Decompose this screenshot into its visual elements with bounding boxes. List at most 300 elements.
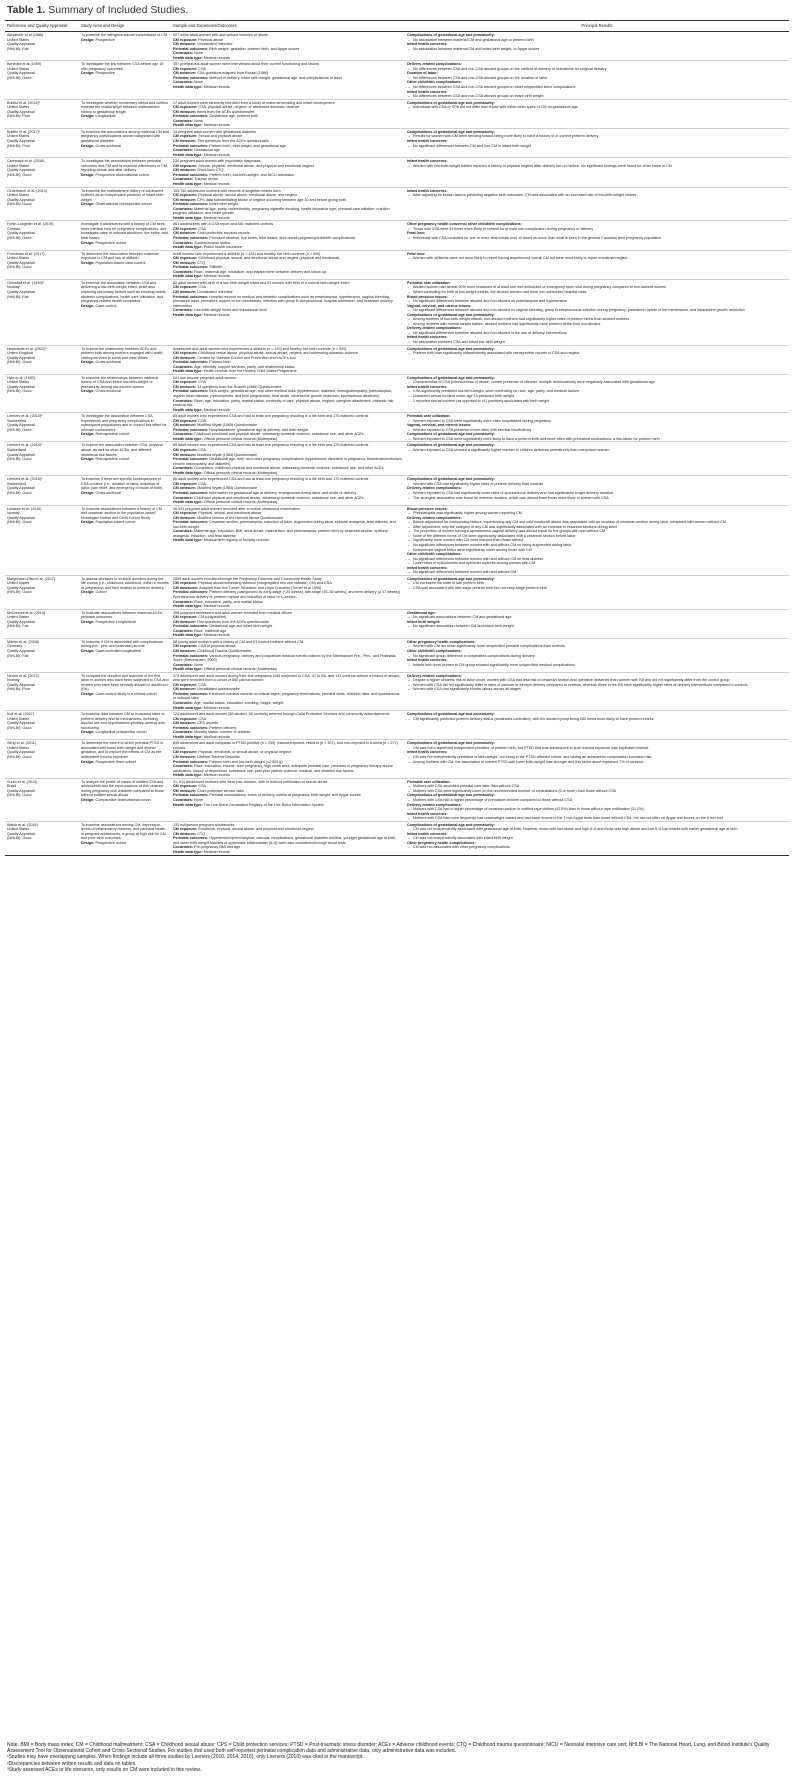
field-label: Health data type: [173, 436, 204, 441]
field-label: CM exposure: [173, 615, 199, 620]
sample-description: 839 adolescent and adult nulliparas in PTSD-positive (n = 255), trauma-exposed, resilient (n = 307), and non-exposed to trauma (n = 277) cohorts [173, 741, 398, 750]
study-aim: To evaluate associations between maternal ACEs, perinatal outcomes [81, 610, 163, 620]
reference-line: Germany [7, 644, 23, 649]
result-heading: Infant health concerns: [407, 565, 448, 570]
result-heading: Complications of gestational age and prematurity: [407, 741, 495, 746]
field-label: Health data type: [173, 604, 204, 609]
field-label: Perinatal outcomes: [173, 389, 210, 394]
field-label: Health data type: [173, 470, 204, 475]
design-label: Design: [81, 172, 96, 177]
result-item: – No differences between CSA and non-CSA abused groups on the duration of labor [407, 76, 787, 81]
results-cell [405, 442, 789, 476]
results-cell [405, 575, 789, 609]
results-cell [405, 778, 789, 821]
result-item: – Lower rates of episiotomies and sphincter ruptures among women with CM [407, 561, 787, 566]
study-aim: To investigate the association between CSA experiences and pregnancy complications in subsequent pregnancies and to control this effect for relevant confounders [81, 414, 167, 432]
sample-cell [171, 99, 405, 128]
reference-line: Walsh et al. (2016) [7, 822, 38, 827]
field-value: None [194, 118, 203, 123]
study-aim: To examine links between CM to increased rates of preterm delivery and its mechanisms, including alcohol use and hypothalamic-pituitary-adrenal axis functioning [81, 712, 165, 730]
field-value: CSA [198, 418, 207, 423]
study-aim: To determine the extent to which prenatal PTSD is associated with lower birth-weight and shorter gestation, and to explore the effects of CM as the antecedent trauma exposure [81, 741, 163, 760]
design-value: Longitudinal [95, 114, 116, 119]
study-design [81, 457, 169, 462]
sample-field [173, 803, 403, 808]
reference-line: United States [7, 163, 30, 168]
study-design [81, 173, 169, 178]
field-value: Race, maternal age, education, and elapsed time between delivery and follow-up [194, 269, 327, 274]
design-label: Design: [81, 260, 96, 265]
result-heading: Complications of gestational age and prematurity: [407, 822, 495, 827]
field-value: CSA [198, 784, 207, 789]
field-label: CM exposure: [173, 511, 199, 516]
design-value: Case-control study in a clinical cohort [95, 691, 157, 696]
result-item: – CM was not associated with other pregnancy complications [407, 845, 787, 850]
design-value: Prospective Longitudinal [95, 619, 136, 624]
reference-cell [5, 61, 79, 99]
field-label: Perinatal outcomes: [173, 172, 210, 177]
study-aim: To assess stressors in multiple domains during the life course (i.e., childhood, adulthood, within 6 months of pregnancy) and their relation to preterm delivery [81, 576, 169, 590]
field-label: Covariates: [173, 51, 195, 56]
table-row [5, 476, 789, 505]
design-label: Design: [81, 457, 96, 462]
study-design [81, 491, 169, 496]
design-value: Retrospective cohort [95, 457, 130, 462]
field-label: Perinatal outcomes: [173, 490, 210, 495]
field-label: CM measure: [173, 355, 198, 360]
field-label: CM measure: [173, 42, 198, 47]
reference-cell [5, 778, 79, 821]
field-value: Sexual, physical, emotional abuse, and physical and emotional neglect [198, 163, 314, 168]
sample-cell [171, 61, 405, 99]
field-label: Health data type: [173, 734, 204, 739]
result-item: – No significant differences between women with and without CM [407, 570, 787, 575]
design-value: Prospective [95, 71, 115, 76]
field-label: Health data type: [173, 538, 204, 543]
aims-cell [79, 609, 171, 638]
field-label: CM exposure: [173, 581, 199, 586]
field-label: CM measure: [173, 619, 198, 624]
field-value: Birth weight, gestation, preterm birth, and Apgar scores [209, 46, 300, 51]
results-cell [405, 374, 789, 412]
sample-cell [171, 711, 405, 740]
field-value: Medical records [203, 633, 230, 638]
result-item: – Characteristics of CSA (intrusiveness of abuse, current presence of offender, multiple victimizations) were negatively associated with gestational age [407, 380, 787, 385]
sample-field [173, 216, 403, 221]
field-label: CM measure: [173, 687, 198, 692]
field-label: CM exposure: [173, 750, 199, 755]
result-item: – When controlling for birth of low-weight infants, the abused women had more non-scheduled hospital visits [407, 290, 787, 295]
field-value: The Live Births Declaration Registry of the Live Births Information System [203, 802, 324, 807]
result-item: – Those with CSA were 53 times more likely to consult for at least one complication during pregnancy or delivery [407, 227, 787, 232]
result-item: – Women exposed to CSA presented more often with cervical insufficiency [407, 428, 787, 433]
sample-cell [171, 374, 405, 412]
aims-cell [79, 32, 171, 61]
sample-description: 398 pregnant adolescent and adult women recruited from medical offices [173, 610, 292, 615]
reference-line: (NHLBI): Good [7, 427, 32, 432]
reference-line: United States [7, 581, 30, 586]
sample-description: 34 pregnant adult women with gestational diabetes [173, 129, 257, 134]
reference-line: Quality Appraisal [7, 71, 35, 76]
reference-cell [5, 413, 79, 442]
reference-line: Möhler et al. (2008) [7, 639, 39, 644]
design-label: Design: [81, 590, 96, 595]
result-item: – After adjusting for known factors predicting negative birth outcomes, CM was associated with an increased risk of low-birth-weight infants [407, 193, 787, 198]
field-label: CM measure: [173, 721, 198, 726]
sample-description: 153,762 adolescent mothers with records of singleton infants born [173, 188, 281, 193]
result-item: – Women with low-birth-weight babies reported a history of physical neglect after delivery but not before. No significant findings were found for other forms of CM [407, 164, 787, 169]
study-design [81, 261, 169, 266]
result-item: – No differences between CSA and non-CSA abused groups on the method of delivery or indications for surgical delivery [407, 67, 787, 72]
field-value: CSA [198, 716, 207, 721]
study-aim: To examine if there are specific consequences of CSA on labor (i.e., duration of labor, induction of labor, pain relief, and emergency of mode of birth) [81, 477, 163, 491]
design-label: Design: [81, 840, 96, 845]
sample-cell [171, 442, 405, 476]
study-aim: To investigate whether momentary stress and cortisol mediate the relationships between maltreatment history to gestational length [81, 100, 168, 114]
result-heading: Complications of gestational age and prematurity: [407, 793, 495, 798]
design-value: Prospective three-cohort [95, 759, 136, 764]
field-label: CM measure: [173, 649, 198, 653]
design-label: Design: [81, 797, 96, 802]
field-label: Health data type: [173, 152, 204, 157]
sample-field [173, 538, 403, 543]
result-heading: Infant health concerns: [407, 831, 448, 836]
field-value: None [194, 797, 203, 802]
result-heading: Blood pressure issues: [407, 506, 448, 511]
table-row [5, 279, 789, 345]
field-value: Official personal clinical records (Mutterpass) [203, 667, 278, 672]
aims-cell [79, 413, 171, 442]
field-label: Health data type: [173, 849, 204, 854]
design-value: Prospective observational cohort [95, 172, 150, 177]
aims-cell [79, 821, 171, 855]
reference-cell [5, 638, 79, 672]
field-value: Electronic medical records on miscarriages, pregnancy terminations, prenatal visits, obstetric risks, and spontaneous or induced labor [173, 691, 400, 701]
field-label: Covariates: [173, 797, 195, 802]
field-value: Race, education, parity, and marital status [194, 599, 263, 604]
result-heading: Fetal loss: [407, 251, 426, 256]
field-value: Adapted from the Turner, Wheaton, and Lloyd Checklist (Turner et al 1995) [199, 585, 322, 590]
sample-cell [171, 413, 405, 442]
result-item: – Among mothers with normal-weight babies, abused mothers had significantly more preterm births than non-abused [407, 322, 787, 327]
field-label: Perinatal outcomes: [173, 143, 210, 148]
result-item: – Women with CSA had significantly shorter labors across all stages [407, 687, 787, 692]
reference-line: Quality Appraisal [7, 721, 35, 726]
field-label: CM exposure: [173, 105, 199, 110]
reference-line: Quality Appraisal [7, 423, 35, 428]
field-label: Health data type: [173, 245, 204, 250]
sample-field [173, 295, 403, 309]
reference-line: (NHLBI): Good [7, 235, 32, 240]
field-label: Covariates: [173, 701, 195, 706]
field-label: Health data type: [173, 85, 204, 90]
field-label: Covariates: [173, 177, 195, 182]
design-label: Design: [81, 240, 96, 245]
field-value: Childhood emotional and physical abuse, witnessing domestic violence, substance use, and other ACEs [194, 432, 364, 437]
reference-line: Switzerland [7, 481, 27, 486]
field-label: CM exposure: [173, 784, 199, 789]
result-heading: Gestational age: [407, 610, 436, 615]
reference-line: United States [7, 66, 30, 71]
reference-line: (NHLBI): Good [7, 590, 32, 595]
results-cell [405, 505, 789, 575]
result-item: – Preeclampsia was significantly higher among women reporting CM [407, 511, 787, 516]
sample-field [173, 706, 403, 711]
field-value: CPS data substantiating abuse or neglect occurring between age 10 and before giving birth [197, 197, 347, 202]
result-item: – Mothers with CSA accessed prenatal care later than without CSA [407, 784, 787, 789]
sample-description: 241 low-income pregnant adult women [173, 375, 237, 380]
study-design [81, 360, 169, 365]
field-value: CSA [198, 682, 207, 687]
design-label: Design: [81, 759, 96, 764]
field-label: Perinatal outcomes: [173, 427, 210, 432]
field-label: CM exposure: [173, 418, 199, 423]
reference-line: Quality Appraisal [7, 42, 35, 47]
reference-line: Quality Appraisal [7, 355, 35, 360]
field-label: CM exposure: [173, 37, 199, 42]
sample-description: 124 adolescent and adult women (68 abused, 56 controls) referred through Child Protective Services and community advertisements [173, 712, 390, 717]
study-design [81, 798, 169, 803]
field-label: Covariates: [173, 845, 195, 850]
field-value: Medical records [203, 274, 230, 279]
results-cell [405, 61, 789, 99]
study-design [81, 432, 169, 437]
result-heading: Infant health concerns: [407, 811, 448, 816]
result-heading: Complications of gestational age and prematurity: [407, 712, 495, 717]
field-value: CSA [198, 66, 207, 71]
field-label: CM exposure: [173, 193, 199, 198]
field-label: Health data type: [173, 773, 204, 778]
reference-line: Quality Appraisal [7, 260, 35, 265]
field-value: Hospitalizations, gestational age at delivery, and birth weight [209, 427, 308, 432]
result-heading: Perinatal care utilization: [407, 280, 451, 285]
result-item: – Significantly more women with CM were induced than those without [407, 538, 787, 543]
reference-line: Bublitz et al. (2016)¹ [7, 100, 40, 105]
field-value: Pre-pregnancy BMI and age [194, 845, 241, 850]
table-title: Table 1. Summary of Included Studies. [7, 4, 189, 16]
field-label: CM exposure: [173, 716, 199, 721]
reference-line: McDonnell et al. (2016) [7, 610, 46, 615]
table-row [5, 250, 789, 279]
reference-line: (NHLBI): Good [7, 836, 32, 841]
field-label: CM exposure: [173, 380, 199, 385]
sample-field [173, 764, 403, 773]
result-item: – CSA significantly predicted low-birth-weight, when controlling for race, age, parity, and medical factors [407, 389, 787, 394]
sample-field [173, 182, 403, 187]
field-label: Health data type: [173, 633, 204, 638]
field-label: Covariates: [173, 662, 195, 667]
reference-line: (NHLBI): Good [7, 202, 32, 207]
field-label: Covariates: [173, 269, 195, 274]
result-heading: Complications of gestational age and prematurity: [407, 346, 495, 351]
field-value: Modified Wyatt (1985) Questionnaire [197, 452, 258, 457]
result-item: – Women with CM did show significantly more unspecified prenatal complications than controls [407, 644, 787, 649]
field-value: Trauma denial [194, 177, 218, 182]
reference-cell [5, 505, 79, 575]
field-label: CM measure: [173, 289, 198, 294]
result-item: – Women exposed to CSA showed a significantly higher number of children delivered prematurely than unexposed women [407, 448, 787, 453]
reference-line: (NHLBI): Poor [7, 687, 31, 692]
result-item: – CM was not a significant independent predictor of preterm birth, but PTSD that was subsequent to such trauma exposure was implicated instead [407, 746, 787, 751]
field-value: Child protective service data [197, 788, 244, 793]
result-item: – No differences between CSA and non-CSA abused groups on infant birth weight [407, 94, 787, 99]
result-heading: Infant health concerns: [407, 750, 448, 755]
reference-line: (NHLBI): Good [7, 457, 32, 462]
sample-cell [171, 609, 405, 638]
field-value: Hospital records on medical and obstetric complications such as preeclampsia, hypertension, vaginal bleeding, premature labor, premature rupture of the membranes, infection with group B streptococcus, hospital admission, and cesarean delivery intervention [173, 294, 393, 308]
field-value: Physical, sexual, and emotional abuse [198, 511, 262, 516]
reference-line: Fortin-Langelier et al. (2019) [7, 222, 54, 227]
aims-cell [79, 345, 171, 374]
result-item: – Among mothers of low-birth-weight infants, non-abused mothers had significantly higher rates of preterm births than abused mothers [407, 317, 787, 322]
aims-cell [79, 187, 171, 221]
reference-line: Alexander et al (1986) [7, 33, 44, 37]
reference-line: Hyle et al. (1993) [7, 375, 36, 380]
table-row [5, 61, 789, 99]
field-value: Physical abuse/witnessing violence (congregated into one variable; CM) and CSA [198, 581, 332, 586]
results-cell [405, 638, 789, 672]
field-label: CM measure: [173, 384, 198, 389]
sample-cell [171, 279, 405, 345]
study-aim: To examine if CM is associated with complications during pre-, peri- and postnatal periods [81, 639, 163, 649]
table-row [5, 575, 789, 609]
aims-cell [79, 279, 171, 345]
field-label: Health data type: [173, 312, 204, 317]
sample-cell [171, 32, 405, 61]
reference-line: Quality Appraisal [7, 231, 35, 236]
sample-description: 927 white adult women with and without histories of abuse [173, 33, 269, 37]
results-cell [405, 187, 789, 221]
field-value: Gestational age [194, 148, 220, 153]
study-design [81, 760, 169, 765]
sample-field [173, 633, 403, 638]
field-value: 14 questions from the Russell (1986) Questionnaire [197, 384, 282, 389]
study-design [81, 241, 169, 246]
note-line: ²Discrepancies between written results and data on tables. [7, 1760, 137, 1767]
sample-field [173, 56, 403, 61]
study-design [81, 389, 169, 394]
result-heading: Delivery-related complications: [407, 326, 462, 331]
field-label: CM exposure: [173, 448, 199, 453]
reference-line: Leeners et al. (2016)¹ [7, 477, 43, 482]
reference-line: (NHLBI): Fair [7, 653, 29, 658]
study-design [81, 304, 169, 309]
field-label: Health data type: [173, 407, 204, 412]
result-item: – No significant differences between CM and non-CM in infant birth weight [407, 144, 787, 149]
table-row [5, 711, 789, 740]
result-item: – 1 reported sexual incident (as opposed to ≥1) positively associated with birth weight [407, 399, 787, 404]
result-heading: Complications of gestational age and prematurity: [407, 477, 495, 482]
sample-description: 85 adult women who experienced CSA and had at least one pregnancy resulting in a life birth and 170 matched controls [173, 443, 369, 448]
reference-line: Noll et al. (2007) [7, 712, 35, 717]
result-item: – No significant differences between abused and non-abused on preeclampsia and hypertension [407, 299, 787, 304]
design-label: Design: [81, 303, 96, 308]
reference-cell [5, 128, 79, 157]
results-cell [405, 740, 789, 778]
design-label: Design: [81, 432, 96, 437]
result-heading: Other pregnancy health complications: [407, 639, 476, 644]
results-cell [405, 279, 789, 345]
reference-line: Seng et al. (2011) [7, 741, 37, 746]
reference-line: Bublitz et al. (2017)¹ [7, 129, 40, 134]
sample-field [173, 590, 403, 599]
field-value: Centers for Disease Control and Prevention short ACE's tool [197, 355, 296, 360]
result-heading: Other childbirth complications: [407, 552, 462, 557]
sample-description: 85 adult women who experienced CSA and had at least one pregnancy resulting in a life birth and 170 matched controls [173, 477, 369, 482]
field-value: CM (unspecified) [198, 615, 227, 620]
reference-cell [5, 187, 79, 221]
field-label: Perinatal outcomes: [173, 759, 210, 764]
aims-cell [79, 638, 171, 672]
field-value: Gestational age, preterm birth [209, 114, 259, 119]
reference-line: United States [7, 134, 30, 139]
study-design [81, 71, 169, 76]
reference-line: Grimstad et al. (1999)² [7, 280, 44, 285]
reference-cell [5, 609, 79, 638]
result-item: – No association between maternal CM and gestational age or preterm birth [407, 38, 787, 43]
study-design [81, 620, 169, 625]
table-row [5, 672, 789, 710]
reference-line: United States [7, 716, 30, 721]
design-label: Design: [81, 649, 96, 653]
field-value: Preterm birth [209, 360, 231, 365]
result-item: – After adjustment, only the category of any CM was significantly associated with an increase in cesarean sections during labor [407, 525, 787, 530]
result-heading: Infant health concerns: [407, 159, 448, 164]
field-value: Modified Wyatt (1985) Questionnaire [197, 423, 258, 428]
result-heading: Vaginal, cervical, and uterine issues: [407, 423, 472, 428]
field-label: CM measure: [173, 452, 198, 457]
result-heading: Complications of gestational age and prematurity: [407, 129, 495, 134]
design-label: Design: [81, 389, 96, 394]
field-value: Childhood physical and emotional abuse, witnessing domestic violence, substance use, and other ACEs [194, 495, 364, 500]
field-value: Medical records [203, 152, 230, 157]
field-label: CM measure: [173, 168, 198, 173]
reference-line: United Kingdom [7, 351, 34, 356]
design-value: Retrospective cohort [95, 432, 130, 437]
field-value: Childhood verbal abuse, physical abuse, sexual abuse, neglect, and witnessing domestic violence [198, 351, 359, 356]
design-value: Population-based case-control [95, 260, 146, 265]
result-item: – No significant group difference in unspecified complications during delivery [407, 654, 787, 659]
field-value: Race, maternal age [194, 628, 227, 633]
field-label: Covariates: [173, 628, 195, 633]
result-heading: Infant birth weight: [407, 619, 441, 624]
field-value: Lifetime Trauma Checklist [197, 755, 240, 760]
study-design [81, 520, 169, 525]
reference-line: Brazil [7, 784, 17, 789]
table-row [5, 158, 789, 187]
field-label: Covariates: [173, 308, 195, 313]
result-heading: Infant health concerns: [407, 139, 448, 144]
study-design [81, 692, 169, 697]
reference-line: (NHLBI): Good [7, 755, 32, 760]
reference-line: (NHLBI): Fair [7, 46, 29, 51]
field-label: Perinatal outcomes: [173, 75, 210, 80]
design-label: Design: [81, 37, 96, 42]
field-value: Infant birth weight [209, 202, 239, 207]
sample-description: 2559 adult women recruited through the Pregnancy Outcome and Community Health Study [173, 576, 322, 581]
sample-field [173, 735, 403, 740]
field-value: Birth weight, gestational age, and other medical risks (hypertension, diabetes, hemoglobinopathy, preeclampsia, organic heart disease, pyelonephritis, and twin pregnancies, fetal death, intrauterine growth restriction, spontaneous abortions) [173, 389, 392, 399]
result-heading: Complications of gestational age and prematurity: [407, 33, 495, 37]
field-label: Covariates: [173, 432, 195, 437]
design-label: Design: [81, 490, 96, 495]
result-item: – Before adjustment for confounding factors, experiencing any CM and mild emotional abuse was associated with an increase of cesarean section during labor compared with women without CM [407, 520, 787, 525]
note-line: Note. BMI = Body mass index; CM = Childhood maltreatment; CSA = Childhood sexual abuse; CPS = Child protection services; PTSD = Post-traumatic stress disorder; ACEs = Adverse childhood events; CTQ = Childhood trauma questionnaire; NICU = Neonatal intensive care unit; NHLBI = The National Heart, Lung, and Blood Institute's Quality Assessment Tool for Observational Cohort and Cross-Sectional Studies. For studies that used both self-reported perinatal complication data and administrative data, only administrative data was included. [7, 1742, 770, 1755]
result-item: – Mothers with CSA had a higher percentage of cesarean section in notified rape victims (42.5%) than in those without rape notification (31.2%) [407, 807, 787, 812]
result-item: – Mothers with CSA were significantly lower on the recommended number of consultations (6 or more) than those without CSA [407, 789, 787, 794]
results-cell [405, 158, 789, 187]
study-aim: To examine the relationships between maternal history of CSA and infant low-birth-weight or prematurity among low-income women [81, 375, 159, 389]
